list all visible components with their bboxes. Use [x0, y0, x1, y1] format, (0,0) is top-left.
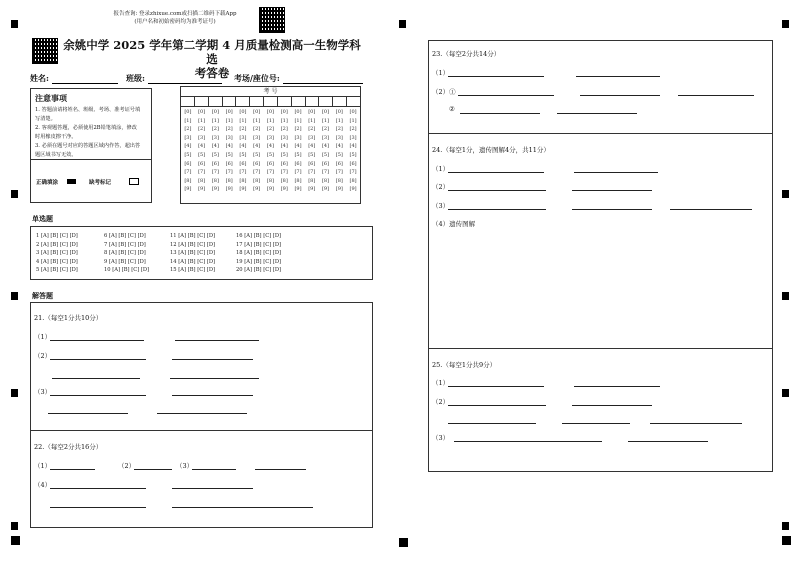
digit-bubble[interactable]: [1]: [253, 117, 261, 124]
q21-answer-line[interactable]: [50, 395, 146, 396]
digit-bubble[interactable]: [2]: [253, 126, 261, 133]
q21-part3-label: （3）: [34, 388, 52, 396]
q25-title: 25.（每空1分共9分）: [432, 361, 497, 369]
q24-part2-label: （2）: [432, 183, 450, 191]
q21-answer-line[interactable]: [50, 359, 146, 360]
choice-item[interactable]: 10 [A] [B] [C] [D]: [104, 267, 150, 274]
q23-answer-line[interactable]: [448, 76, 544, 77]
digit-bubble[interactable]: [9]: [294, 186, 302, 193]
q22-answer-line[interactable]: [50, 469, 95, 470]
digit-bubble[interactable]: [0]: [349, 109, 357, 115]
q25-answer-line[interactable]: [454, 441, 602, 442]
digit-bubble[interactable]: [7]: [335, 169, 343, 176]
digit-bubble[interactable]: [0]: [211, 109, 219, 115]
q25-answer-line[interactable]: [448, 423, 536, 424]
q22-answer-line[interactable]: [172, 507, 313, 508]
digit-bubble[interactable]: [1]: [266, 117, 275, 124]
choice-item[interactable]: 3 [A] [B] [C] [D]: [36, 250, 78, 257]
digit-bubble[interactable]: [4]: [253, 143, 261, 150]
q22-answer-line[interactable]: [50, 507, 146, 508]
choice-column-4[interactable]: [236, 232, 281, 275]
digit-bubble[interactable]: [8]: [211, 177, 219, 184]
choice-item[interactable]: 14 [A] [B] [C] [D]: [170, 258, 216, 265]
q22-part1-label: （1）: [34, 462, 52, 470]
digit-bubble[interactable]: [1]: [335, 117, 343, 124]
choice-item[interactable]: 6 [A] [B] [C] [D]: [104, 233, 146, 239]
digit-bubble[interactable]: [0]: [198, 109, 206, 115]
position-mark: [11, 522, 18, 530]
digit-bubble[interactable]: [4]: [321, 143, 330, 150]
digit-bubble[interactable]: [6]: [335, 160, 343, 167]
position-mark: [782, 389, 789, 397]
digit-bubble[interactable]: [6]: [308, 160, 316, 167]
class-field[interactable]: [126, 73, 222, 84]
digit-bubble[interactable]: [2]: [225, 126, 233, 133]
digit-bubble[interactable]: [5]: [335, 151, 343, 158]
digit-bubble[interactable]: [2]: [321, 126, 330, 133]
digit-bubble[interactable]: [4]: [280, 143, 288, 150]
digit-bubble[interactable]: [9]: [239, 186, 247, 193]
absent-mark-checkbox[interactable]: [129, 178, 139, 185]
choice-item[interactable]: 13 [A] [B] [C] [D]: [170, 250, 216, 257]
exam-digit-column[interactable]: [319, 108, 333, 194]
q24-part3-label: （3）: [432, 202, 450, 210]
position-mark: [782, 20, 789, 28]
digit-bubble[interactable]: [2]: [184, 126, 192, 133]
digit-bubble[interactable]: [6]: [349, 160, 357, 167]
report-query-note: [110, 10, 240, 26]
q24-title: 24.（每空1分，遗传图解4分，共11分）: [432, 146, 550, 154]
correct-fill-label: 正确填涂: [36, 180, 59, 186]
q22-title: 22.（每空2分共16分）: [34, 443, 103, 451]
q22-answer-line[interactable]: [50, 488, 146, 489]
position-mark: [782, 190, 789, 198]
notice-item: 1. 答题前请将姓名、班级、考场、准考证号填写清楚。: [35, 107, 141, 122]
choice-column-3[interactable]: [170, 232, 215, 275]
exam-digit-column[interactable]: [181, 108, 195, 194]
q22-part4-label: （4）: [34, 481, 52, 489]
position-mark: [11, 389, 18, 397]
digit-bubble[interactable]: [9]: [308, 186, 316, 193]
digit-bubble[interactable]: [9]: [321, 186, 330, 193]
digit-bubble[interactable]: [6]: [294, 160, 302, 167]
digit-bubble[interactable]: [3]: [184, 134, 192, 141]
q22-part3-label: （3）: [176, 462, 194, 470]
digit-bubble[interactable]: [0]: [308, 109, 316, 115]
digit-bubble[interactable]: [2]: [266, 126, 275, 133]
q25-answer-line[interactable]: [574, 386, 660, 387]
student-qr-icon: [32, 38, 58, 64]
digit-bubble[interactable]: [2]: [308, 126, 316, 133]
notice-item: 2. 客观题答题，必须使用2B铅笔填涂，修改时用橡皮擦干净。: [35, 125, 137, 140]
digit-bubble[interactable]: [5]: [211, 151, 219, 158]
digit-bubble[interactable]: [5]: [239, 151, 247, 158]
choice-item[interactable]: 17 [A] [B] [C] [D]: [236, 241, 282, 248]
digit-bubble[interactable]: [2]: [335, 126, 343, 133]
choice-item[interactable]: 20 [A] [B] [C] [D]: [236, 267, 282, 274]
exam-number-grid: [180, 86, 361, 204]
digit-bubble[interactable]: [0]: [294, 109, 302, 115]
exam-digit-column[interactable]: [264, 108, 278, 194]
q24-answer-line[interactable]: [448, 172, 544, 173]
digit-bubble[interactable]: [2]: [294, 126, 302, 133]
choice-column-2[interactable]: [104, 232, 149, 275]
digit-bubble[interactable]: [9]: [349, 186, 357, 193]
digit-bubble[interactable]: [0]: [266, 109, 275, 115]
q25-answer-line[interactable]: [572, 405, 652, 406]
q24-answer-line[interactable]: [670, 209, 752, 210]
digit-bubble[interactable]: [3]: [321, 134, 330, 141]
digit-bubble[interactable]: [8]: [349, 177, 357, 184]
digit-bubble[interactable]: [5]: [321, 151, 330, 158]
digit-bubble[interactable]: [4]: [349, 143, 357, 150]
q21-answer-line[interactable]: [172, 359, 253, 360]
digit-bubble[interactable]: [9]: [211, 186, 219, 193]
choice-item[interactable]: 5 [A] [B] [C] [D]: [36, 267, 78, 274]
digit-bubble[interactable]: [6]: [321, 160, 330, 167]
digit-bubble[interactable]: [5]: [198, 151, 206, 158]
exam-digit-column[interactable]: [209, 108, 223, 194]
digit-bubble[interactable]: [0]: [335, 109, 343, 115]
choice-column-1[interactable]: [36, 232, 78, 275]
q21-answer-line[interactable]: [52, 378, 140, 379]
q25-answer-line[interactable]: [448, 405, 546, 406]
digit-bubble[interactable]: [6]: [198, 160, 206, 167]
digit-bubble[interactable]: [5]: [266, 151, 275, 158]
digit-bubble[interactable]: [3]: [335, 134, 343, 141]
q25-answer-line[interactable]: [448, 386, 544, 387]
q25-part3-label: （3）: [432, 434, 450, 442]
digit-bubble[interactable]: [5]: [253, 151, 261, 158]
digit-bubble[interactable]: [9]: [253, 186, 261, 193]
title-line-2: 考答卷: [194, 66, 230, 80]
digit-bubble[interactable]: [4]: [225, 143, 233, 150]
exam-number-write-row[interactable]: [181, 97, 360, 107]
digit-bubble[interactable]: [7]: [239, 169, 247, 176]
q21-title: 21.（每空1分共10分）: [34, 314, 103, 322]
digit-bubble[interactable]: [3]: [349, 134, 357, 141]
digit-bubble[interactable]: [8]: [321, 177, 330, 184]
digit-bubble[interactable]: [6]: [253, 160, 261, 167]
digit-bubble[interactable]: [7]: [198, 169, 206, 176]
q24-answer-line[interactable]: [448, 209, 546, 210]
digit-bubble[interactable]: [2]: [280, 126, 288, 133]
q21-answer-line[interactable]: [48, 413, 128, 414]
digit-bubble[interactable]: [5]: [308, 151, 316, 158]
digit-bubble[interactable]: [4]: [308, 143, 316, 150]
absent-mark-label: 缺考标记: [89, 180, 112, 186]
digit-bubble[interactable]: [7]: [308, 169, 316, 176]
choice-item[interactable]: 15 [A] [B] [C] [D]: [170, 267, 216, 274]
choice-item[interactable]: 8 [A] [B] [C] [D]: [104, 250, 146, 257]
choice-item[interactable]: 19 [A] [B] [C] [D]: [236, 258, 282, 265]
digit-bubble[interactable]: [9]: [335, 186, 343, 193]
digit-bubble[interactable]: [4]: [184, 143, 192, 150]
exam-digit-column[interactable]: [250, 108, 264, 194]
name-label: 姓名:: [30, 73, 49, 83]
notice-box: [30, 88, 152, 203]
digit-bubble[interactable]: [0]: [321, 109, 330, 115]
q24-part1-label: （1）: [432, 165, 450, 173]
digit-bubble[interactable]: [0]: [253, 109, 261, 115]
digit-bubble[interactable]: [2]: [349, 126, 357, 133]
title-line-1: 余姚中学 2025 学年第二学期 4 月质量检测高一生物学科选: [63, 38, 361, 66]
q21-answer-line[interactable]: [175, 340, 259, 341]
q25-part1-label: （1）: [432, 379, 450, 387]
digit-bubble[interactable]: [8]: [308, 177, 316, 184]
digit-bubble[interactable]: [3]: [211, 134, 219, 141]
digit-bubble[interactable]: [5]: [184, 151, 192, 158]
digit-bubble[interactable]: [1]: [349, 117, 357, 124]
digit-bubble[interactable]: [7]: [184, 169, 192, 176]
digit-bubble[interactable]: [6]: [211, 160, 219, 167]
exam-number-label: 考 号: [181, 87, 360, 97]
q23-answer-line[interactable]: [458, 95, 554, 96]
room-seat-field[interactable]: [234, 73, 363, 84]
notice-item: 3. 必须在题号对应的答题区域内作答，超出答题区域书写无效。: [35, 143, 141, 158]
digit-bubble[interactable]: [8]: [184, 177, 192, 184]
q23-part1-label: （1）: [432, 69, 450, 77]
q25-answer-line[interactable]: [650, 423, 742, 424]
position-mark: [399, 538, 408, 547]
digit-bubble[interactable]: [3]: [253, 134, 261, 141]
digit-bubble[interactable]: [4]: [198, 143, 206, 150]
digit-bubble[interactable]: [6]: [225, 160, 233, 167]
exam-digit-column[interactable]: [332, 108, 346, 194]
note-line: (用户名和初始密码均为准考证号): [134, 19, 216, 25]
digit-bubble[interactable]: [1]: [225, 117, 233, 124]
digit-bubble[interactable]: [7]: [253, 169, 261, 176]
exam-number-bubbles[interactable]: [181, 107, 360, 194]
q23-answer-line[interactable]: [580, 95, 660, 96]
digit-bubble[interactable]: [7]: [211, 169, 219, 176]
digit-bubble[interactable]: [8]: [239, 177, 247, 184]
digit-bubble[interactable]: [6]: [266, 160, 275, 167]
digit-bubble[interactable]: [0]: [184, 109, 192, 115]
digit-bubble[interactable]: [9]: [280, 186, 288, 193]
digit-bubble[interactable]: [9]: [184, 186, 192, 193]
note-line: 报告查询: 登录zhixue.com或扫描二维码下载App: [113, 11, 237, 17]
digit-bubble[interactable]: [3]: [198, 134, 206, 141]
q23-part2-sub-label: ②: [449, 105, 455, 113]
position-mark: [11, 190, 18, 198]
q22-part2-label: （2）: [118, 462, 136, 470]
class-label: 班级:: [126, 73, 145, 83]
digit-bubble[interactable]: [1]: [198, 117, 206, 124]
q23-title: 23.（每空2分共14分）: [432, 50, 501, 58]
q21-answer-line[interactable]: [172, 395, 253, 396]
q21-part1-label: （1）: [34, 333, 52, 341]
digit-bubble[interactable]: [9]: [198, 186, 206, 193]
digit-bubble[interactable]: [4]: [211, 143, 219, 150]
position-mark: [782, 292, 789, 300]
digit-bubble[interactable]: [1]: [294, 117, 302, 124]
position-mark: [782, 536, 791, 545]
choice-item[interactable]: 11 [A] [B] [C] [D]: [170, 233, 216, 239]
digit-bubble[interactable]: [7]: [294, 169, 302, 176]
q22-answer-line[interactable]: [255, 469, 306, 470]
digit-bubble[interactable]: [1]: [308, 117, 316, 124]
choice-item[interactable]: 12 [A] [B] [C] [D]: [170, 241, 216, 248]
choice-item[interactable]: 7 [A] [B] [C] [D]: [104, 241, 146, 248]
digit-bubble[interactable]: [0]: [225, 109, 233, 115]
genetic-diagram-area[interactable]: [440, 232, 765, 342]
digit-bubble[interactable]: [7]: [280, 169, 288, 176]
digit-bubble[interactable]: [0]: [239, 109, 247, 115]
q21-answer-line[interactable]: [170, 378, 259, 379]
digit-bubble[interactable]: [1]: [211, 117, 219, 124]
choice-item[interactable]: 2 [A] [B] [C] [D]: [36, 241, 78, 248]
correct-fill-sample: [67, 179, 76, 184]
q24-part4-label: （4）遗传图解: [432, 220, 476, 228]
digit-bubble[interactable]: [3]: [239, 134, 247, 141]
digit-bubble[interactable]: [5]: [280, 151, 288, 158]
q24-answer-line[interactable]: [448, 190, 546, 191]
digit-bubble[interactable]: [1]: [239, 117, 247, 124]
choice-item[interactable]: 9 [A] [B] [C] [D]: [104, 258, 146, 265]
digit-bubble[interactable]: [9]: [225, 186, 233, 193]
digit-bubble[interactable]: [3]: [266, 134, 275, 141]
answer-section-label: 解答题: [32, 291, 53, 300]
digit-bubble[interactable]: [4]: [239, 143, 247, 150]
q24-answer-line[interactable]: [574, 172, 658, 173]
digit-bubble[interactable]: [7]: [321, 169, 330, 176]
digit-bubble[interactable]: [1]: [321, 117, 330, 124]
digit-bubble[interactable]: [2]: [239, 126, 247, 133]
q25-part2-label: （2）: [432, 398, 450, 406]
digit-bubble[interactable]: [6]: [184, 160, 192, 167]
position-mark: [11, 536, 20, 545]
position-mark: [399, 20, 406, 28]
digit-bubble[interactable]: [0]: [280, 109, 288, 115]
digit-bubble[interactable]: [1]: [184, 117, 192, 124]
digit-bubble[interactable]: [9]: [266, 186, 275, 193]
download-qr-icon[interactable]: [259, 7, 285, 33]
q24-answer-line[interactable]: [572, 190, 652, 191]
digit-bubble[interactable]: [8]: [294, 177, 302, 184]
q23-answer-line[interactable]: [460, 113, 540, 114]
q23-part2-label: （2）①: [432, 88, 456, 96]
q21-answer-line[interactable]: [157, 413, 247, 414]
digit-bubble[interactable]: [2]: [211, 126, 219, 133]
digit-bubble[interactable]: [4]: [266, 143, 275, 150]
q25-answer-line[interactable]: [562, 423, 630, 424]
digit-bubble[interactable]: [2]: [198, 126, 206, 133]
q22-answer-line[interactable]: [192, 469, 236, 470]
exam-digit-column[interactable]: [277, 108, 291, 194]
digit-bubble[interactable]: [5]: [349, 151, 357, 158]
digit-bubble[interactable]: [3]: [280, 134, 288, 141]
notice-title: 注意事项: [35, 93, 67, 103]
q23-answer-line[interactable]: [557, 113, 637, 114]
digit-bubble[interactable]: [4]: [335, 143, 343, 150]
choice-item[interactable]: 18 [A] [B] [C] [D]: [236, 250, 282, 257]
q24-answer-line[interactable]: [572, 209, 652, 210]
q23-answer-line[interactable]: [576, 76, 660, 77]
room-seat-label: 考场/座位号:: [234, 73, 280, 83]
digit-bubble[interactable]: [8]: [253, 177, 261, 184]
digit-bubble[interactable]: [8]: [225, 177, 233, 184]
digit-bubble[interactable]: [5]: [225, 151, 233, 158]
position-mark: [11, 292, 18, 300]
exam-digit-column[interactable]: [291, 108, 305, 194]
exam-digit-column[interactable]: [305, 108, 319, 194]
digit-bubble[interactable]: [3]: [225, 134, 233, 141]
q25-answer-line[interactable]: [628, 441, 708, 442]
answer-box-left: [30, 302, 373, 528]
digit-bubble[interactable]: [4]: [294, 143, 302, 150]
digit-bubble[interactable]: [8]: [280, 177, 288, 184]
choice-item[interactable]: 1 [A] [B] [C] [D]: [36, 233, 78, 239]
choice-item[interactable]: 4 [A] [B] [C] [D]: [36, 258, 78, 265]
exam-digit-column[interactable]: [236, 108, 250, 194]
exam-digit-column[interactable]: [346, 108, 360, 194]
q21-part2-label: （2）: [34, 352, 52, 360]
position-mark: [11, 20, 18, 28]
digit-bubble[interactable]: [3]: [308, 134, 316, 141]
q23-answer-line[interactable]: [678, 95, 754, 96]
digit-bubble[interactable]: [8]: [266, 177, 275, 184]
q22-answer-line[interactable]: [172, 488, 253, 489]
exam-digit-column[interactable]: [195, 108, 209, 194]
digit-bubble[interactable]: [1]: [280, 117, 288, 124]
single-choice-label: 单选题: [32, 214, 53, 223]
name-field[interactable]: [30, 73, 118, 84]
digit-bubble[interactable]: [6]: [280, 160, 288, 167]
q22-answer-line[interactable]: [134, 469, 172, 470]
digit-bubble[interactable]: [8]: [198, 177, 206, 184]
digit-bubble[interactable]: [7]: [349, 169, 357, 176]
digit-bubble[interactable]: [8]: [335, 177, 343, 184]
exam-digit-column[interactable]: [222, 108, 236, 194]
digit-bubble[interactable]: [5]: [294, 151, 302, 158]
digit-bubble[interactable]: [3]: [294, 134, 302, 141]
digit-bubble[interactable]: [7]: [225, 169, 233, 176]
choice-item[interactable]: 16 [A] [B] [C] [D]: [236, 233, 282, 239]
q21-answer-line[interactable]: [50, 340, 144, 341]
digit-bubble[interactable]: [7]: [266, 169, 275, 176]
position-mark: [782, 522, 789, 530]
digit-bubble[interactable]: [6]: [239, 160, 247, 167]
